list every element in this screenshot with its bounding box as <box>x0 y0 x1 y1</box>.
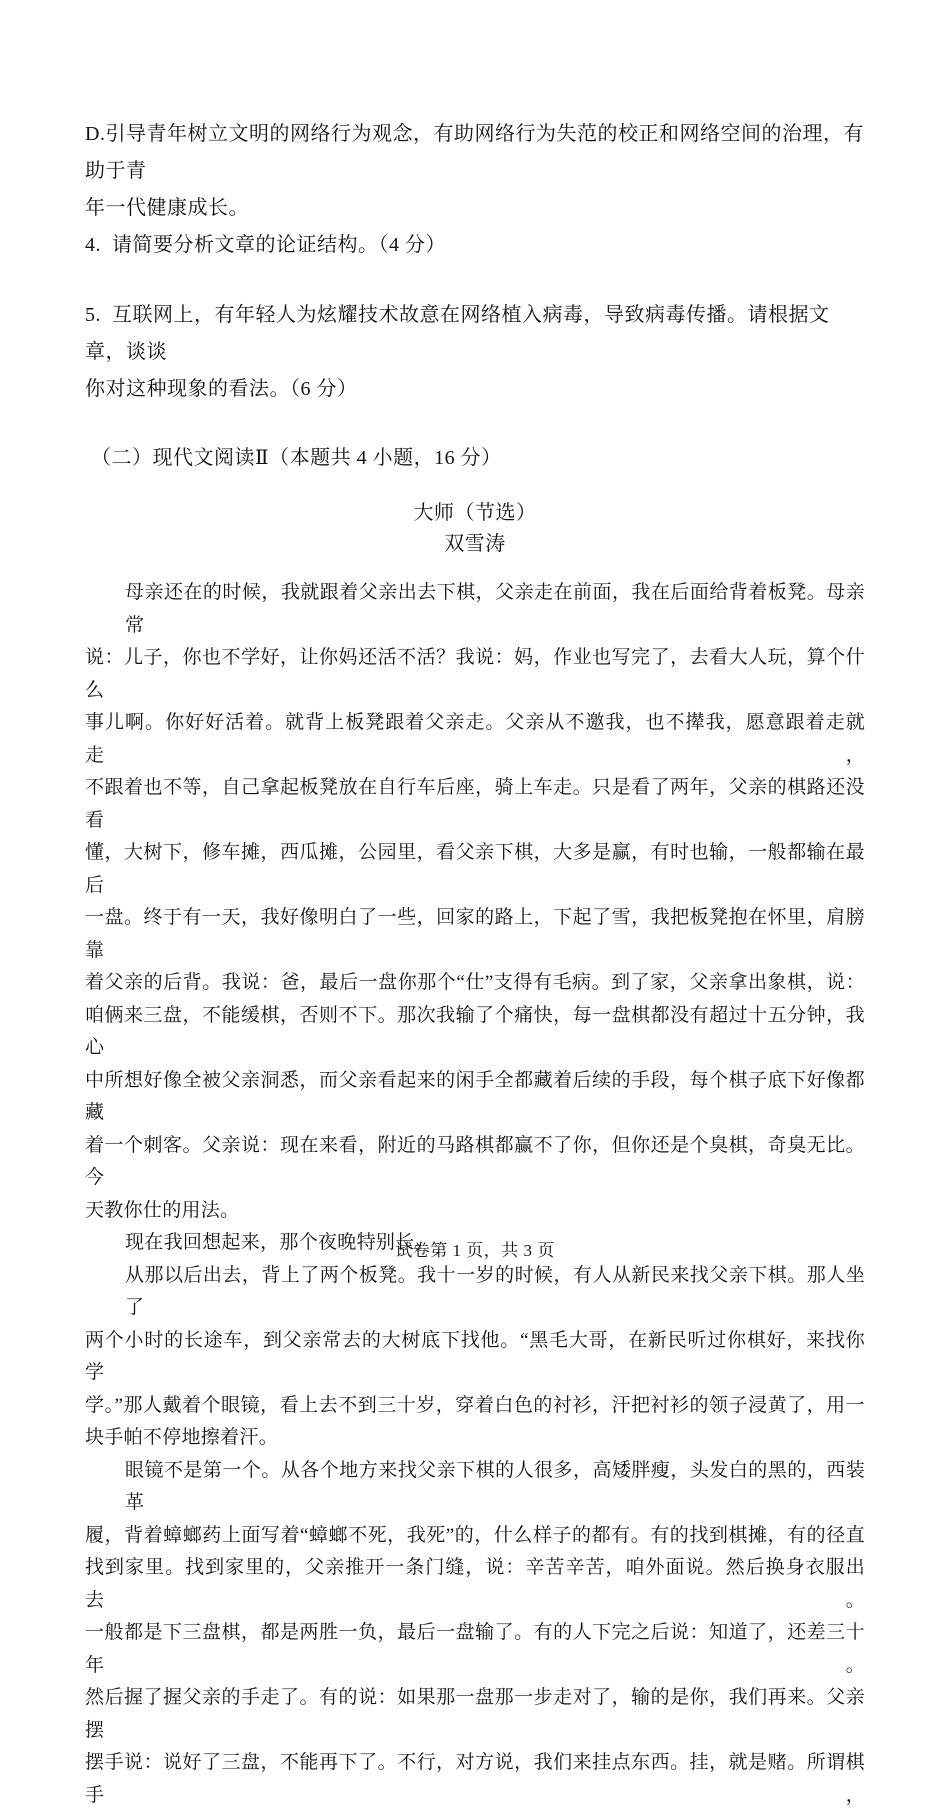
passage-title: 大师（节选） <box>413 502 537 524</box>
passage-line: 眼镜不是第一个。从各个地方来找父亲下棋的人很多，高矮胖瘦，头发白的黑的，西装革 <box>125 1459 865 1513</box>
passage-line: 履，背着蟑螂药上面写着“蟑螂不死，我死”的，什么样子的都有。有的找到棋摊，有的径直 <box>85 1524 865 1546</box>
passage-line: 块手帕不停地擦着汗。 <box>85 1427 279 1448</box>
page-footer: 试卷第 1 页，共 3 页 <box>395 1241 555 1260</box>
passage-line: 摆手说：说好了三盘，不能再下了。不行，对方说，我们来挂点东西。挂，就是赌。所谓棋手， <box>85 1752 865 1806</box>
passage-line: 找到家里。找到家里的，父亲推开一条门缝，说：辛苦辛苦，咱外面说。然后换身衣服出去。 <box>85 1557 865 1611</box>
passage-line: 咱俩来三盘，不能缓棋，否则不下。那次我输了个痛快，每一盘棋都没有超过十五分钟，我心 <box>85 1004 865 1058</box>
passage-line: 然后握了握父亲的手走了。有的说：如果那一盘那一步走对了，输的是你，我们再来。父亲摆 <box>85 1687 865 1741</box>
passage-line: 天教你仕的用法。 <box>85 1199 240 1221</box>
passage-line: 两个小时的长途车，到父亲常去的大树底下找他。“黑毛大哥，在新民听过你棋好，来找你学 <box>85 1329 865 1383</box>
question-5-line-1: 5. 互联网上，有年轻人为炫耀技术故意在网络植入病毒，导致病毒传播。请根据文章，谈谈 <box>85 304 830 363</box>
section-heading: （二）现代文阅读Ⅱ（本题共 4 小题，16 分） <box>91 447 502 469</box>
passage-line: 母亲还在的时候，我就跟着父亲出去下棋，父亲走在前面，我在后面给背着板凳。母亲常 <box>125 582 865 636</box>
passage-line: 说：儿子，你也不学好，让你妈还活不活？我说：妈，作业也写完了，去看大人玩，算个什么 <box>85 647 865 701</box>
passage-line: 从那以后出去，背上了两个板凳。我十一岁的时候，有人从新民来找父亲下棋。那人坐了 <box>125 1264 865 1318</box>
passage-line: 懂，大树下，修车摊，西瓜摊，公园里，看父亲下棋，大多是赢，有时也输，一般都输在最后 <box>85 842 865 896</box>
passage-line: 一盘。终于有一天，我好像明白了一些，回家的路上，下起了雪，我把板凳抱在怀里，肩膀靠 <box>85 907 865 961</box>
question-4: 4. 请简要分析文章的论证结构。（4 分） <box>85 234 446 256</box>
spacer <box>85 264 865 297</box>
passage-author: 双雪涛 <box>444 533 506 555</box>
passage-line: 着一个刺客。父亲说：现在来看，附近的马路棋都赢不了你，但你还是个臭棋，奇臭无比。今 <box>85 1134 865 1188</box>
spacer <box>85 408 865 440</box>
passage-line: 事儿啊。你好好活着。就背上板凳跟着父亲走。父亲从不邀我，也不撵我，愿意跟着走就走， <box>85 712 865 766</box>
page-content <box>85 116 865 1812</box>
passage-line: 不跟着也不等，自己拿起板凳放在自行车后座，骑上车走。只是看了两年，父亲的棋路还没看 <box>85 777 865 831</box>
passage-line: 中所想好像全被父亲洞悉，而父亲看起来的闲手全都藏着后续的手段，每个棋子底下好像都藏 <box>85 1069 865 1123</box>
option-d-line-2: 年一代健康成长。 <box>85 197 249 219</box>
passage-line: 现在我回想起来，那个夜晚特别长。 <box>125 1232 434 1253</box>
passage-line: 着父亲的后背。我说：爸，最后一盘你那个“仕”支得有毛病。到了家，父亲拿出象棋，说： <box>85 972 865 993</box>
passage-line: 学。”那人戴着个眼镜，看上去不到三十岁，穿着白色的衬衫，汗把衬衫的领子浸黄了，用一 <box>85 1394 865 1416</box>
question-5-line-2: 你对这种现象的看法。（6 分） <box>85 378 358 400</box>
option-d-line-1: D.引导青年树立文明的网络行为观念，有助网络行为失范的校正和网络空间的治理，有助于青 <box>85 123 864 182</box>
passage-line: 一般都是下三盘棋，都是两胜一负，最后一盘输了。有的人下完之后说：知道了，还差三十年。 <box>85 1622 865 1676</box>
passage-body <box>85 577 865 1812</box>
